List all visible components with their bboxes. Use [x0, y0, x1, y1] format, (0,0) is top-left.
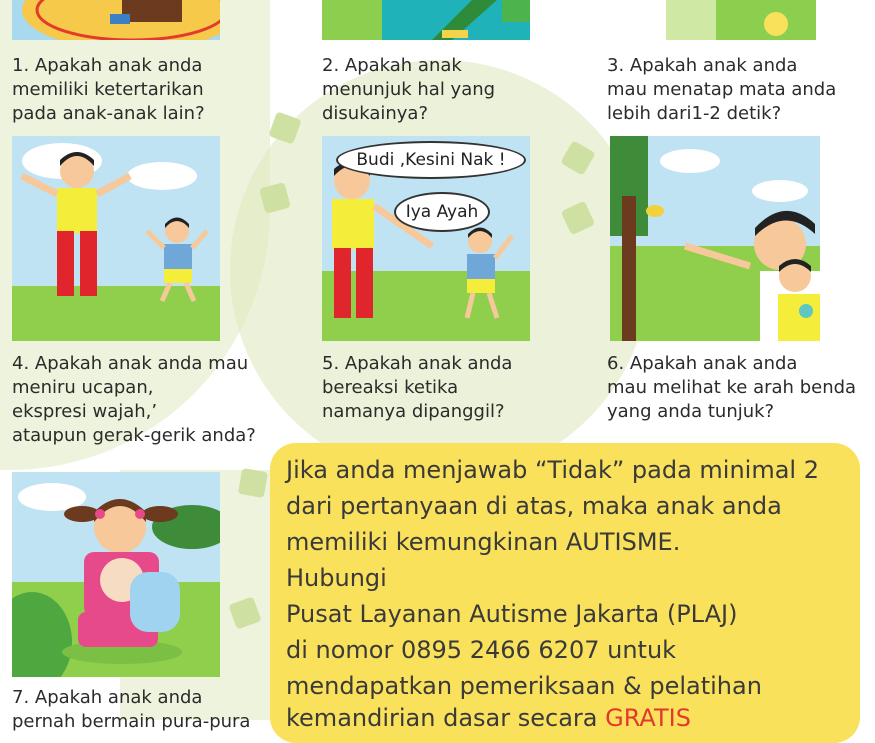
question-2-caption: 2. Apakah anak menunjuk hal yang disukainya? [322, 55, 496, 124]
notice-line-7: mendapatkan pemeriksaan & pelatihan [286, 672, 762, 700]
speech-bubble-father: Budi ,Kesini Nak ! [336, 141, 526, 179]
panel-1-art [12, 0, 220, 40]
notice-line-8-text: kemandirian dasar secara [286, 704, 606, 732]
panel-3-art [656, 0, 816, 40]
illustration-child-pointing [322, 0, 530, 40]
notice-line-3: memiliki kemungkinan AUTISME. [286, 528, 681, 556]
panel-4-art [12, 136, 220, 341]
gratis-highlight: GRATIS [605, 704, 691, 732]
illustration-pretend-play [12, 472, 220, 677]
panel-2-art [322, 0, 530, 40]
puzzle-piece-icon [238, 468, 268, 498]
notice-line-6: di nomor 0895 2466 6207 untuk [286, 636, 677, 664]
illustration-joint-attention [610, 136, 820, 341]
question-7-caption: 7. Apakah anak anda pernah bermain pura-pura [12, 687, 251, 732]
illustration-name-called [322, 136, 530, 341]
notice-line-4: Hubungi [286, 564, 387, 592]
question-4-caption: 4. Apakah anak anda mau meniru ucapan, ekspresi wajah,’ ataupun gerak-gerik anda? [12, 353, 256, 446]
notice-line-2: dari pertanyaan di atas, maka anak anda [286, 492, 782, 520]
panel-6-art [610, 136, 820, 341]
notice-line-8 [286, 704, 691, 732]
question-3-caption: 3. Apakah anak anda mau menatap mata anda lebih dari1-2 detik? [607, 55, 837, 124]
illustration-children-playing [12, 0, 220, 40]
illustration-imitation [12, 136, 220, 341]
illustration-eye-contact [656, 0, 816, 40]
panel-7-art [12, 472, 220, 677]
notice-line-1: Jika anda menjawab “Tidak” pada minimal 2 [286, 456, 819, 484]
notice-line-5: Pusat Layanan Autisme Jakarta (PLAJ) [286, 600, 738, 628]
question-6-caption: 6. Apakah anak anda mau melihat ke arah benda yang anda tunjuk? [607, 353, 857, 422]
question-5-caption: 5. Apakah anak anda bereaksi ketika namanya dipanggil? [322, 353, 513, 422]
speech-bubble-child: Iya Ayah [394, 192, 490, 232]
question-1-caption: 1. Apakah anak anda memiliki ketertarikan pada anak-anak lain? [12, 55, 205, 124]
